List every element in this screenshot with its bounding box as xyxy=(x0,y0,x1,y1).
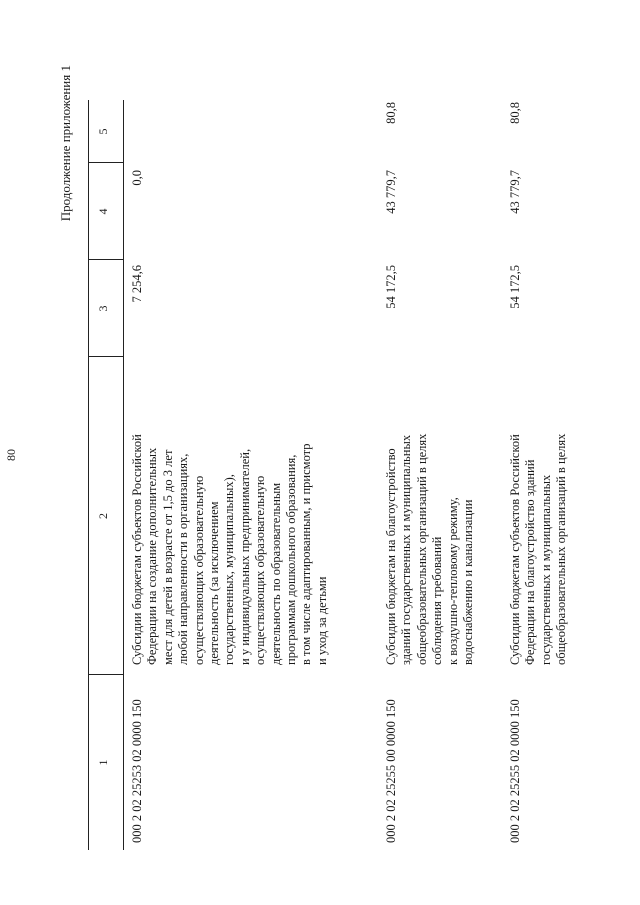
table-row-col4: 43 779,7 xyxy=(508,170,522,214)
column-header-4: 4 xyxy=(96,208,110,215)
table-row-col4: 43 779,7 xyxy=(384,170,398,214)
column-header-5: 5 xyxy=(96,128,110,135)
table-row-col5: 80,8 xyxy=(508,102,522,124)
table-row-description: Субсидии бюджетам субъектов Российской Федерации на благоустройство зданий государственных и муниципальных общеобразовательных организаций в целях xyxy=(508,433,569,665)
table-row-col3: 54 172,5 xyxy=(508,265,522,309)
column-header-1: 1 xyxy=(96,759,110,766)
table-row-col4: 0,0 xyxy=(130,170,144,186)
table-row-code: 000 2 02 25253 02 0000 150 xyxy=(130,699,144,843)
table-row-description: Субсидии бюджетам субъектов Российской Федерации на создание дополнительных мест для детей в возрасте от 1,5 до 3 лет любой направленности в организациях, осуществляющих образовательную деятельность (за исключением государственных, муниципальных), и у индивидуальных предпринимателей, осуществляющих образовательную деятельность по образовательным программам дошкольного образования, в том числе адаптированным, и присмотр и уход за детьми xyxy=(130,434,329,665)
table-top-rule xyxy=(88,100,89,850)
table-row-col3: 54 172,5 xyxy=(384,265,398,309)
column-header-2: 2 xyxy=(96,513,110,519)
table-row-code: 000 2 02 25255 02 0000 150 xyxy=(508,699,522,843)
header-bottom-rule xyxy=(123,100,124,850)
table-row-code: 000 2 02 25255 00 0000 150 xyxy=(384,699,398,843)
table-row-col3: 7 254,6 xyxy=(130,265,144,303)
table-row-description: Субсидии бюджетам на благоустройство зданий государственных и муниципальных общеобразовательных организаций в целях соблюдения требований к воздушно-тепловому режиму, водоснабжению и канализации xyxy=(384,433,476,665)
column-header-3: 3 xyxy=(96,305,110,312)
table-row-col5: 80,8 xyxy=(384,102,398,124)
continuation-title: Продолжение приложения 1 xyxy=(58,65,73,222)
page-number: 80 xyxy=(4,449,18,461)
